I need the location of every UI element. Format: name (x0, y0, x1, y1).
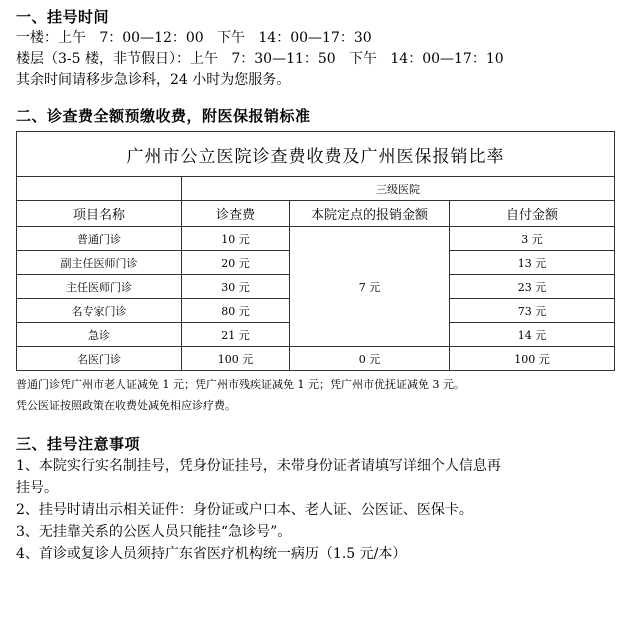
row-name: 副主任医师门诊 (17, 251, 182, 275)
row-fee: 21 元 (182, 323, 290, 347)
row-self: 13 元 (450, 251, 615, 275)
col-header-fee: 诊查费 (182, 201, 290, 227)
section2-heading: 二、诊查费全额预缴收费，附医保报销标准 (16, 107, 311, 125)
row-self: 3 元 (450, 227, 615, 251)
row-fee: 10 元 (182, 227, 290, 251)
row-self: 14 元 (450, 323, 615, 347)
table-row (17, 227, 615, 251)
row-fee: 100 元 (182, 347, 290, 371)
note-line-4: 4、首诊或复诊人员须持广东省医疗机构统一病历（1.5 元/本） (16, 546, 407, 562)
col-header-name: 项目名称 (17, 201, 182, 227)
row-self: 23 元 (450, 275, 615, 299)
last-reimburse: 0 元 (290, 347, 450, 371)
hours-line-3: 其余时间请移步急诊科，24 小时为您服务。 (16, 72, 291, 88)
hours-line-2: 楼层（3-5 楼，非节假日）：上午 7：30—11：50 下午 14：00—17：10 (16, 51, 504, 67)
row-fee: 20 元 (182, 251, 290, 275)
section3 (16, 433, 621, 565)
fee-note-1: 普通门诊凭广州市老人证减免 1 元；凭广州市残疾证减免 1 元；凭广州市优抚证减免 3 元。 (16, 378, 465, 391)
section3-heading: 三、挂号注意事项 (16, 435, 141, 453)
table-title: 广州市公立医院诊查费收费及广州医保报销比率 (17, 132, 615, 177)
note-line-3: 3、无挂靠关系的公医人员只能挂“急诊号”。 (16, 524, 292, 540)
fee-table (16, 131, 615, 371)
row-self: 73 元 (450, 299, 615, 323)
col-header-self: 自付金额 (450, 201, 615, 227)
group-header: 三级医院 (182, 177, 615, 201)
merged-reimburse: 7 元 (290, 227, 450, 347)
row-name: 名医门诊 (17, 347, 182, 371)
row-self: 100 元 (450, 347, 615, 371)
row-fee: 30 元 (182, 275, 290, 299)
note-line-1-cont: 挂号。 (16, 480, 58, 496)
row-name: 主任医师门诊 (17, 275, 182, 299)
row-name: 急诊 (17, 323, 182, 347)
note-line-1: 1、本院实行实名制挂号，凭身份证挂号，未带身份证者请填写详细个人信息再 (16, 458, 501, 474)
table-row (17, 347, 615, 371)
col-header-reimburse: 本院定点的报销金额 (290, 201, 450, 227)
hours-line-1: 一楼：上午 7：00—12：00 下午 14：00—17：30 (16, 30, 372, 46)
fee-note-2: 凭公医证按照政策在收费处减免相应诊疗费。 (16, 399, 236, 412)
blank-cell (17, 177, 182, 201)
row-name: 名专家门诊 (17, 299, 182, 323)
section1-heading: 一、挂号时间 (16, 8, 110, 26)
row-name: 普通门诊 (17, 227, 182, 251)
note-line-2: 2、挂号时请出示相关证件：身份证或户口本、老人证、公医证、医保卡。 (16, 502, 473, 518)
row-fee: 80 元 (182, 299, 290, 323)
